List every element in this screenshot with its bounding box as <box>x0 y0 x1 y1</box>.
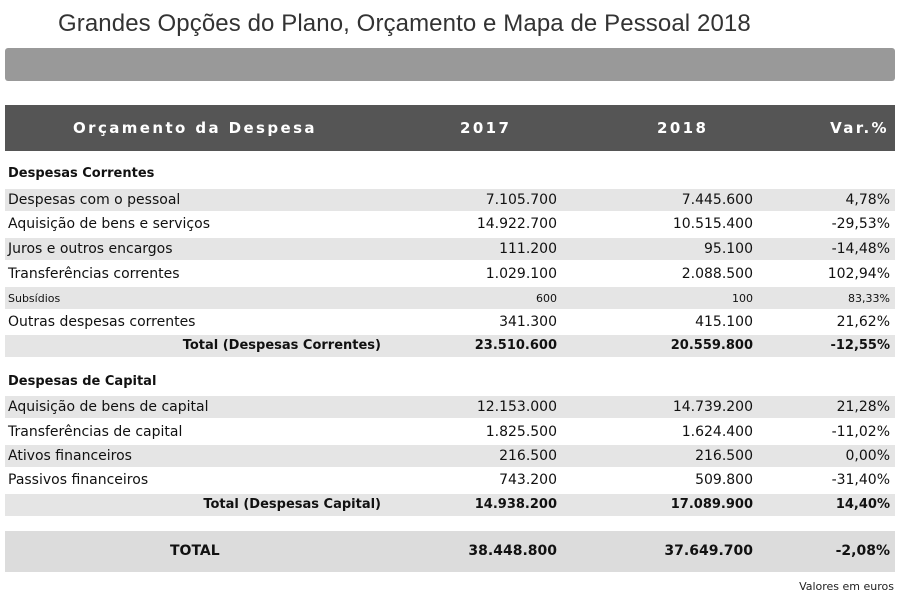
total-value-2017: 23.510.600 <box>474 338 557 353</box>
row-label: Juros e outros encargos <box>8 241 173 257</box>
row-label: Aquisição de bens de capital <box>8 399 209 415</box>
table-row <box>5 421 895 443</box>
row-value-2018: 7.445.600 <box>681 192 753 208</box>
row-value-2018: 509.800 <box>695 472 753 488</box>
table-header <box>5 105 895 151</box>
total-value-var: 14,40% <box>835 497 890 512</box>
footnote: Valores em euros <box>799 580 894 593</box>
row-value-2018: 415.100 <box>695 314 753 330</box>
grand-total-2018: 37.649.700 <box>664 543 753 559</box>
total-label: Total (Despesas Capital) <box>203 497 381 512</box>
total-label: Total (Despesas Correntes) <box>182 338 381 353</box>
row-label: Aquisição de bens e serviços <box>8 216 210 232</box>
table-row <box>5 469 895 491</box>
header-2018: 2018 <box>657 119 709 137</box>
row-value-2017: 111.200 <box>499 241 557 257</box>
table-row <box>5 213 895 235</box>
grand-total-var: -2,08% <box>835 543 890 559</box>
row-value-2018: 1.624.400 <box>681 424 753 440</box>
row-value-var: 21,62% <box>836 314 890 330</box>
section-correntes-heading: Despesas Correntes <box>8 166 155 181</box>
row-value-2017: 7.105.700 <box>485 192 557 208</box>
row-value-2017: 341.300 <box>499 314 557 330</box>
row-label: Transferências de capital <box>8 424 183 440</box>
grand-total-2017: 38.448.800 <box>468 543 557 559</box>
header-2017: 2017 <box>460 119 512 137</box>
title-band <box>5 48 895 81</box>
row-value-2018: 95.100 <box>704 241 753 257</box>
row-value-2017: 743.200 <box>499 472 557 488</box>
row-value-var: -11,02% <box>831 424 890 440</box>
row-value-var: 21,28% <box>836 399 890 415</box>
row-label: Ativos financeiros <box>8 448 132 464</box>
section-capital-heading: Despesas de Capital <box>8 374 157 389</box>
row-value-var: -14,48% <box>831 241 890 257</box>
row-value-var: 83,33% <box>848 292 890 305</box>
row-label: Passivos financeiros <box>8 472 149 488</box>
row-value-2018: 2.088.500 <box>681 266 753 282</box>
row-value-2017: 1.029.100 <box>485 266 557 282</box>
row-value-var: 102,94% <box>827 266 890 282</box>
row-label: Outras despesas correntes <box>8 314 196 330</box>
row-value-2017: 216.500 <box>499 448 557 464</box>
row-value-var: 4,78% <box>845 192 890 208</box>
row-value-2018: 14.739.200 <box>672 399 753 415</box>
header-var: Var.% <box>830 119 889 137</box>
row-label: Subsídios <box>8 292 61 305</box>
row-value-2018: 10.515.400 <box>672 216 753 232</box>
row-value-2017: 14.922.700 <box>476 216 557 232</box>
row-value-2017: 1.825.500 <box>485 424 557 440</box>
total-value-2018: 17.089.900 <box>670 497 753 512</box>
row-value-var: -31,40% <box>831 472 890 488</box>
table-row <box>5 263 895 285</box>
row-value-2017: 600 <box>536 292 557 305</box>
row-value-var: -29,53% <box>831 216 890 232</box>
total-value-2018: 20.559.800 <box>670 338 753 353</box>
total-row-correntes <box>5 335 895 357</box>
table-row <box>5 189 895 211</box>
total-value-var: -12,55% <box>830 338 890 353</box>
row-value-var: 0,00% <box>845 448 890 464</box>
table-row <box>5 445 895 467</box>
row-label: Transferências correntes <box>8 266 180 282</box>
page-title: Grandes Opções do Plano, Orçamento e Mapa de Pessoal 2018 <box>58 10 751 37</box>
total-row-capital <box>5 494 895 516</box>
row-value-2017: 12.153.000 <box>476 399 557 415</box>
row-value-2018: 216.500 <box>695 448 753 464</box>
total-value-2017: 14.938.200 <box>474 497 557 512</box>
row-value-2018: 100 <box>732 292 753 305</box>
table-row <box>5 238 895 260</box>
table-row <box>5 287 895 309</box>
grand-total-label: TOTAL <box>170 543 220 559</box>
header-label: Orçamento da Despesa <box>73 119 317 137</box>
row-label: Despesas com o pessoal <box>8 192 181 208</box>
grand-total-row <box>5 531 895 572</box>
table-row <box>5 311 895 333</box>
table-row <box>5 396 895 418</box>
